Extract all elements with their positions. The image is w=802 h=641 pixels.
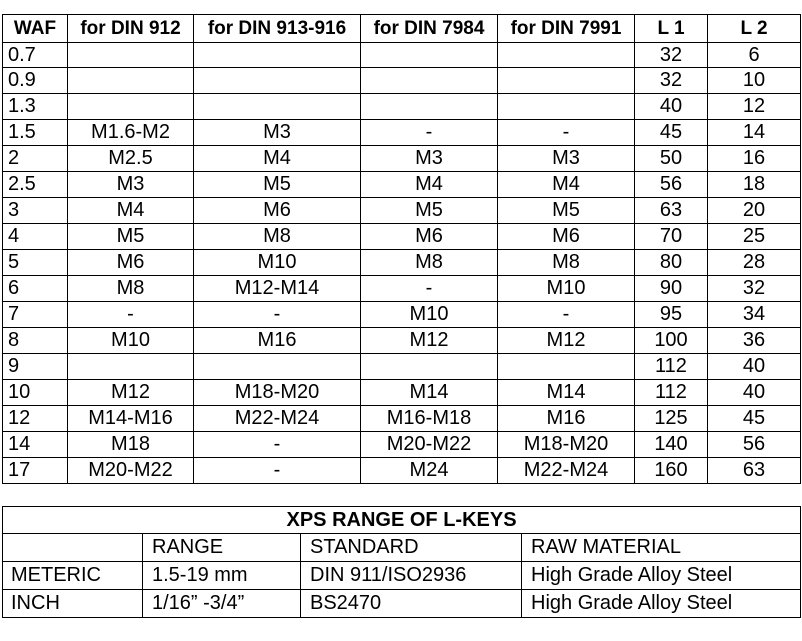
cell-din-913-916: M6 xyxy=(194,198,361,224)
cell-l1: 56 xyxy=(635,172,708,198)
cell-l2: 20 xyxy=(708,198,801,224)
header-din-912: for DIN 912 xyxy=(68,15,194,43)
cell-l2: 56 xyxy=(708,432,801,458)
cell-din-913-916: M12-M14 xyxy=(194,276,361,302)
cell-din-913-916: M4 xyxy=(194,146,361,172)
cell-din-7991 xyxy=(498,43,635,68)
cell-din-913-916: M22-M24 xyxy=(194,406,361,432)
cell-l2: 18 xyxy=(708,172,801,198)
xps-range-table xyxy=(2,506,801,618)
cell-waf: 7 xyxy=(3,302,68,328)
table-row xyxy=(3,224,801,250)
cell-din-7984: M16-M18 xyxy=(361,406,498,432)
cell-l2: 40 xyxy=(708,354,801,380)
cell-l1: 70 xyxy=(635,224,708,250)
cell-l2: 34 xyxy=(708,302,801,328)
cell-din-7984 xyxy=(361,68,498,94)
cell-l2: 28 xyxy=(708,250,801,276)
cell-l1: 112 xyxy=(635,380,708,406)
cell-l2: 45 xyxy=(708,406,801,432)
header-din-7991: for DIN 7991 xyxy=(498,15,635,43)
cell-din-912: M18 xyxy=(68,432,194,458)
range-row-label: METERIC xyxy=(3,562,143,590)
cell-din-912: - xyxy=(68,302,194,328)
cell-din-7984: M12 xyxy=(361,328,498,354)
cell-waf: 10 xyxy=(3,380,68,406)
table-row xyxy=(3,120,801,146)
cell-din-913-916: - xyxy=(194,432,361,458)
cell-din-912: M12 xyxy=(68,380,194,406)
cell-waf: 0.9 xyxy=(3,68,68,94)
table-row xyxy=(3,458,801,484)
range-row-label: INCH xyxy=(3,590,143,618)
cell-l2: 32 xyxy=(708,276,801,302)
cell-l2: 63 xyxy=(708,458,801,484)
cell-din-913-916 xyxy=(194,68,361,94)
range-row-inch xyxy=(3,590,801,618)
cell-din-912: M14-M16 xyxy=(68,406,194,432)
header-waf: WAF xyxy=(3,15,68,43)
table-row xyxy=(3,68,801,94)
cell-din-7984 xyxy=(361,94,498,120)
cell-din-7984: M24 xyxy=(361,458,498,484)
header-l1: L 1 xyxy=(635,15,708,43)
cell-din-913-916: M18-M20 xyxy=(194,380,361,406)
cell-waf: 2.5 xyxy=(3,172,68,198)
range-table-title-row xyxy=(3,507,801,534)
cell-waf: 12 xyxy=(3,406,68,432)
cell-din-7991: M12 xyxy=(498,328,635,354)
table-row xyxy=(3,276,801,302)
cell-din-7984: M20-M22 xyxy=(361,432,498,458)
cell-din-913-916: - xyxy=(194,458,361,484)
cell-l1: 125 xyxy=(635,406,708,432)
cell-waf: 0.7 xyxy=(3,43,68,68)
cell-din-912: M8 xyxy=(68,276,194,302)
cell-waf: 6 xyxy=(3,276,68,302)
cell-din-7984: M8 xyxy=(361,250,498,276)
table-row xyxy=(3,380,801,406)
table-row xyxy=(3,354,801,380)
cell-din-7984: - xyxy=(361,120,498,146)
din-size-table xyxy=(2,14,801,484)
cell-din-7991: M3 xyxy=(498,146,635,172)
range-header-standard: STANDARD xyxy=(301,534,522,562)
cell-din-7991: M16 xyxy=(498,406,635,432)
header-din-7984: for DIN 7984 xyxy=(361,15,498,43)
cell-din-7991: - xyxy=(498,120,635,146)
header-l2: L 2 xyxy=(708,15,801,43)
range-cell-range: 1/16” -3/4” xyxy=(143,590,301,618)
cell-din-7991 xyxy=(498,68,635,94)
cell-din-913-916: M10 xyxy=(194,250,361,276)
cell-din-7984: M4 xyxy=(361,172,498,198)
table-row xyxy=(3,406,801,432)
cell-din-7991: M8 xyxy=(498,250,635,276)
cell-l1: 80 xyxy=(635,250,708,276)
cell-din-7991: M4 xyxy=(498,172,635,198)
cell-din-7991: M22-M24 xyxy=(498,458,635,484)
cell-din-7991: M14 xyxy=(498,380,635,406)
cell-l1: 160 xyxy=(635,458,708,484)
range-table-header-row xyxy=(3,534,801,562)
cell-din-7984: M6 xyxy=(361,224,498,250)
cell-din-7984 xyxy=(361,43,498,68)
table-row xyxy=(3,302,801,328)
table-row xyxy=(3,146,801,172)
cell-din-7991: M6 xyxy=(498,224,635,250)
cell-din-912 xyxy=(68,68,194,94)
cell-din-912 xyxy=(68,43,194,68)
din-table-header-row xyxy=(3,15,801,43)
cell-l2: 36 xyxy=(708,328,801,354)
cell-din-912 xyxy=(68,94,194,120)
cell-l1: 45 xyxy=(635,120,708,146)
cell-din-7984: - xyxy=(361,276,498,302)
cell-din-913-916 xyxy=(194,354,361,380)
cell-din-7991: M5 xyxy=(498,198,635,224)
cell-waf: 1.5 xyxy=(3,120,68,146)
cell-l2: 16 xyxy=(708,146,801,172)
table-row xyxy=(3,250,801,276)
cell-din-7984 xyxy=(361,354,498,380)
range-cell-standard: DIN 911/ISO2936 xyxy=(301,562,522,590)
cell-din-7991: M18-M20 xyxy=(498,432,635,458)
cell-l1: 50 xyxy=(635,146,708,172)
header-din-913-916: for DIN 913-916 xyxy=(194,15,361,43)
cell-din-912: M3 xyxy=(68,172,194,198)
cell-din-913-916 xyxy=(194,43,361,68)
cell-din-7991 xyxy=(498,354,635,380)
cell-din-7984: M5 xyxy=(361,198,498,224)
cell-din-913-916: M16 xyxy=(194,328,361,354)
cell-waf: 4 xyxy=(3,224,68,250)
cell-l1: 140 xyxy=(635,432,708,458)
cell-din-912: M4 xyxy=(68,198,194,224)
cell-l2: 10 xyxy=(708,68,801,94)
range-cell-material: High Grade Alloy Steel xyxy=(522,562,801,590)
table-row xyxy=(3,172,801,198)
cell-waf: 3 xyxy=(3,198,68,224)
cell-l1: 95 xyxy=(635,302,708,328)
table-row xyxy=(3,432,801,458)
table-row xyxy=(3,328,801,354)
cell-din-7984: M14 xyxy=(361,380,498,406)
cell-l1: 90 xyxy=(635,276,708,302)
cell-waf: 2 xyxy=(3,146,68,172)
cell-din-7991: - xyxy=(498,302,635,328)
cell-din-7984: M3 xyxy=(361,146,498,172)
range-header-range: RANGE xyxy=(143,534,301,562)
cell-l1: 112 xyxy=(635,354,708,380)
cell-waf: 1.3 xyxy=(3,94,68,120)
range-cell-range: 1.5-19 mm xyxy=(143,562,301,590)
cell-din-912: M2.5 xyxy=(68,146,194,172)
cell-din-7984: M10 xyxy=(361,302,498,328)
cell-waf: 9 xyxy=(3,354,68,380)
cell-l1: 32 xyxy=(635,68,708,94)
range-header-raw-material: RAW MATERIAL xyxy=(522,534,801,562)
cell-din-913-916: M8 xyxy=(194,224,361,250)
cell-waf: 8 xyxy=(3,328,68,354)
cell-din-913-916: M3 xyxy=(194,120,361,146)
cell-l2: 40 xyxy=(708,380,801,406)
cell-din-7991 xyxy=(498,94,635,120)
cell-l2: 14 xyxy=(708,120,801,146)
cell-waf: 17 xyxy=(3,458,68,484)
cell-l1: 40 xyxy=(635,94,708,120)
cell-l1: 32 xyxy=(635,43,708,68)
table-row xyxy=(3,43,801,68)
cell-din-912: M1.6-M2 xyxy=(68,120,194,146)
range-cell-material: High Grade Alloy Steel xyxy=(522,590,801,618)
range-header-blank xyxy=(3,534,143,562)
cell-din-913-916: M5 xyxy=(194,172,361,198)
cell-waf: 14 xyxy=(3,432,68,458)
cell-waf: 5 xyxy=(3,250,68,276)
cell-din-912: M6 xyxy=(68,250,194,276)
range-cell-standard: BS2470 xyxy=(301,590,522,618)
cell-l1: 100 xyxy=(635,328,708,354)
cell-din-913-916 xyxy=(194,94,361,120)
cell-din-912: M5 xyxy=(68,224,194,250)
cell-din-912: M10 xyxy=(68,328,194,354)
range-table-title: XPS RANGE OF L-KEYS xyxy=(3,507,801,534)
cell-l2: 6 xyxy=(708,43,801,68)
cell-l1: 63 xyxy=(635,198,708,224)
cell-din-912 xyxy=(68,354,194,380)
cell-din-912: M20-M22 xyxy=(68,458,194,484)
cell-l2: 12 xyxy=(708,94,801,120)
cell-din-913-916: - xyxy=(194,302,361,328)
table-row xyxy=(3,94,801,120)
table-row xyxy=(3,198,801,224)
cell-l2: 25 xyxy=(708,224,801,250)
range-row-metric xyxy=(3,562,801,590)
cell-din-7991: M10 xyxy=(498,276,635,302)
